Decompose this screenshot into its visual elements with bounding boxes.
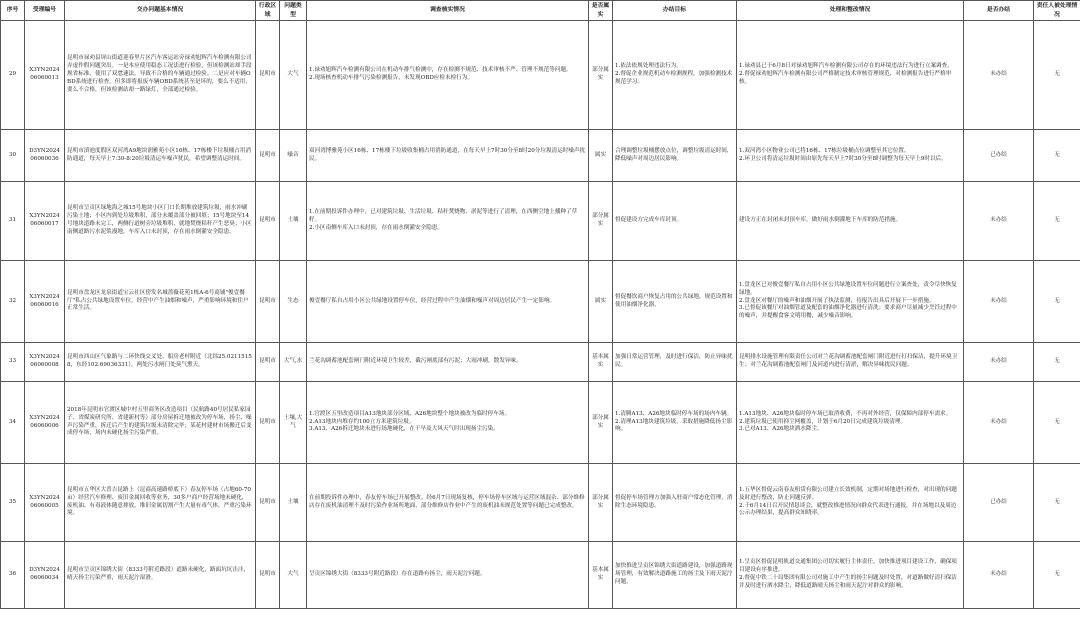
cell-code: X3YN2024 06060006 bbox=[25, 382, 65, 464]
table-row bbox=[1, 343, 1080, 382]
cell-district: 昆明市 bbox=[256, 21, 280, 130]
cell-seq: 33 bbox=[1, 343, 25, 382]
cell-type: 土壤 bbox=[280, 182, 307, 261]
cell-code: X3YN2024 06060016 bbox=[25, 261, 65, 343]
header-issue: 交办问题基本情况 bbox=[65, 1, 256, 21]
cell-accountability: 无 bbox=[1034, 542, 1080, 609]
cell-type: 大气 bbox=[280, 21, 307, 130]
cell-seq: 29 bbox=[1, 21, 25, 130]
cell-verified: 部分属实 bbox=[589, 182, 613, 261]
header-row bbox=[1, 1, 1080, 21]
header-type: 问题类型 bbox=[280, 1, 307, 21]
cell-investigation: 1.禄劝旭辉汽车检测有限公司在机动车排气检测中，存在检测不规范、技术审核不严、管理不规范等问题。 2.现场核查机动车排气污染检测报告，未发现OBD应检未检行为。 bbox=[307, 21, 589, 130]
cell-closed: 未办结 bbox=[964, 343, 1034, 382]
cell-seq: 36 bbox=[1, 542, 25, 609]
cell-closed: 未办结 bbox=[964, 542, 1034, 609]
cell-district: 昆明市 bbox=[256, 261, 280, 343]
cell-seq: 31 bbox=[1, 182, 25, 261]
cell-goal: 1.清腾A13、A26地块临时停车场的场内车辆。 2.清理A13地块建筑垃圾，采取措施降低扬尘影响。 bbox=[613, 382, 737, 464]
cell-issue: 昆明市滇池度假区双河湾A9地块润雅苑小区16栋、17栋楼下垃圾桶占用消防通道，每天早上7:30-8:20垃圾清运车噪声扰民，希望调整清运时间。 bbox=[65, 130, 256, 182]
cell-closed: 未办结 bbox=[964, 261, 1034, 343]
cell-goal: 1.依法依规处理违法行为。 2.督促企业规范机动车检测规程，加强检测技术规范学习。 bbox=[613, 21, 737, 130]
cell-goal: 督促餐饮商户恢复占用的公共绿地，规范设置和使用油烟净化器。 bbox=[613, 261, 737, 343]
cell-verified: 属实 bbox=[589, 130, 613, 182]
header-code: 受理编号 bbox=[25, 1, 65, 21]
table-row bbox=[1, 464, 1080, 542]
cell-issue: 昆明市禄劝县屏山街道迎春里片区汽车客运站旁禄劝旭辉汽车检测有限公司弄虚作假问题突出。一是本应使用稳态工况法进行检验，但该检测站却手段规省标准，使用了双怠速法，导致不合格的车辆通过检验。二是应对车辆OBD系统进行检查，但多即将报废车辆OBD系统甚至是坏的，要么不适用，要么不合格，但该检测站却一路绿灯，全部通过检验。 bbox=[65, 21, 256, 130]
cell-district: 昆明市 bbox=[256, 343, 280, 382]
cell-rectification: 昆明排水设施管理有限责任公司对兰花沟调蓄池配套闸门附近进行打扫保洁，提升环境卫生；对兰花沟调蓄池配套闸门及河道内进行清淤，解决异味扰民问题。 bbox=[737, 343, 964, 382]
cell-code: D3YN2024 06060036 bbox=[25, 130, 65, 182]
cell-type: 土壤,大气 bbox=[280, 382, 307, 464]
cell-district: 昆明市 bbox=[256, 542, 280, 609]
cell-investigation: 1.在前期投诉件办理中，已对建筑垃圾、生活垃圾、秸秆焚烧物、淤泥等进行了清理，在西侧空地上播种了草籽。 2.小区南侧车库入口未封顶，存在雨水倒灌安全隐患。 bbox=[307, 182, 589, 261]
cell-rectification: 1.盘龙区已对俊壹餐厅私自占用小区公共绿地设置车位问题进行立案查处，责令尽快恢复绿地。 2.盘龙区对餐厅的噪声和油烟开展了执法监测，待报告出具后开展下一步措施。 3.已督促该餐厅对油烟管道及配套的油烟净化器进行清洗；要求商户尽量减少烹饪过程中的噪声，并提醒食客文明用餐，减少噪音影响。 bbox=[737, 261, 964, 343]
cell-goal: 督促建设方完成车库封顶。 bbox=[613, 182, 737, 261]
cell-accountability: 无 bbox=[1034, 130, 1080, 182]
cell-investigation: 俊壹餐厅私自占用小区公共绿地设置停车位，经营过程中产生油烟和噪声对周边居民产生一定影响。 bbox=[307, 261, 589, 343]
cell-type: 噪音 bbox=[280, 130, 307, 182]
cell-verified: 基本属实 bbox=[589, 343, 613, 382]
cell-investigation: 在前期投诉件办理中，春友停车场已开展整改。经6月7日现场复核，停车场停车区域与运营区域混杂、部分维修店存在废机油清理不及时污染作业场所地面、部分维修店作业中产生的废机油未规范处置等问题已完成整改。 bbox=[307, 464, 589, 542]
cell-verified: 部分属实 bbox=[589, 382, 613, 464]
cell-seq: 32 bbox=[1, 261, 25, 343]
cell-type: 大气,水 bbox=[280, 343, 307, 382]
cell-verified: 基本属实 bbox=[589, 542, 613, 609]
table-row bbox=[1, 261, 1080, 343]
cell-accountability: 无 bbox=[1034, 182, 1080, 261]
cell-issue: 昆明市呈贡区绿地海之城15号地块小区门口长期堆放建筑垃圾，雨水冲刷污染土地；小区内到处垃圾堆积，部分未覆盖部分被回填；15号地块至14号地块道路未完工，两侧行道树旁垃圾堆积，就地焚烧秸秆产生恶臭；小区南侧道路污水泥浆漫地，车库入口未封顶，存在雨水倒灌安全隐患。 bbox=[65, 182, 256, 261]
cell-code: X3YN2024 06060017 bbox=[25, 182, 65, 261]
cell-district: 昆明市 bbox=[256, 182, 280, 261]
cell-investigation: 双河湾博雅苑小区16栋、17栋楼下垃圾收集桶占用消防通道，在每天早上7时30分至8时20分垃圾清运时噪声扰民。 bbox=[307, 130, 589, 182]
cell-seq: 34 bbox=[1, 382, 25, 464]
cell-issue: 昆明市五华区大普吉昆路上（昆商高速路桥底下）春友停车场（占地60-70亩）经营汽车修理、废旧金属回收等业务，30多户商户经营场地未硬化，废机油、有毒液体随意排放，堆旧金属切割产生大量有毒气体，严重污染环境。 bbox=[65, 464, 256, 542]
cell-type: 土壤 bbox=[280, 464, 307, 542]
cell-goal: 督促停车场管理方加强入驻商户常态化管理，消除生态环境隐患。 bbox=[613, 464, 737, 542]
cell-investigation: 1.官渡区五里改造项目A13地块部分区域、A26地块整个地块被改为临时停车场。 2.A13地块内堆存约100立方米建筑垃圾。 3.A13、A26拆迁地块未进行场地硬化，在干旱及大风天气时出现扬尘污染。 bbox=[307, 382, 589, 464]
header-goal: 办结目标 bbox=[613, 1, 737, 21]
cell-goal: 加强日常运营管理，及时进行保洁，防止异味扰民。 bbox=[613, 343, 737, 382]
cell-rectification: 1.五华区督促云南春友租赁有限公司建立长效机制，定期对场地进行检查，对出现的问题及时进行整改，防止问题反弹。 2.于6月14日召开民情恳谈会，就整改推进情况向群众代表进行通报，并在场地以及周边公示办理结果，提高群众知晓率。 bbox=[737, 464, 964, 542]
cell-accountability: 无 bbox=[1034, 382, 1080, 464]
cell-accountability: 无 bbox=[1034, 464, 1080, 542]
cell-closed: 已办结 bbox=[964, 130, 1034, 182]
cell-accountability: 无 bbox=[1034, 21, 1080, 130]
cell-issue: 昆明市呈贡区锦绣大街（8333号附近路段）道路未硬化，路面坑坑洼洼，晴天扬尘污染严重，雨天泥泞湿滑。 bbox=[65, 542, 256, 609]
table-row bbox=[1, 21, 1080, 130]
cell-verified: 部分属实 bbox=[589, 21, 613, 130]
cell-closed: 未办结 bbox=[964, 182, 1034, 261]
cell-rectification: 1.A13地块、A26地块临时停车场已取消收费，不再对外经营，仅保障内部停车需求。 2.建筑垃圾已使用抑尘网覆盖，计划于6月20日完成建筑垃圾清理。 3.已对A13、A26地块洒水降尘。 bbox=[737, 382, 964, 464]
cell-district: 昆明市 bbox=[256, 382, 280, 464]
cell-issue: 昆明市西山区气象路与二环快线交叉处、船房老村附近（北纬25.02115158，东经102.69036331），两处污水闸门处臭气熏天。 bbox=[65, 343, 256, 382]
header-accountability: 责任人被处理情况 bbox=[1034, 1, 1080, 21]
cell-code: X3YN2024 06060008 bbox=[25, 343, 65, 382]
header-closed: 是否办结 bbox=[964, 1, 1034, 21]
cell-issue: 2018年昆明市官渡区城中村五里商务区改造项目（民航路40号居民私家园子、省煤炭研究所、省建新村等）部分房屋拆迁地被改为停车场，扬尘、噪声污染严重，拆迁后产生的建筑垃圾未清除完毕；某花村建材市场搬迁后变成停车场，场内未硬化扬尘污染严重。 bbox=[65, 382, 256, 464]
header-verified: 是否属实 bbox=[589, 1, 613, 21]
cell-district: 昆明市 bbox=[256, 130, 280, 182]
header-seq: 序号 bbox=[1, 1, 25, 21]
cell-verified: 属实 bbox=[589, 261, 613, 343]
cell-seq: 30 bbox=[1, 130, 25, 182]
cell-closed: 已办结 bbox=[964, 464, 1034, 542]
cell-accountability: 无 bbox=[1034, 261, 1080, 343]
cell-verified: 部分属实 bbox=[589, 464, 613, 542]
cell-rectification: 1.禄劝县已于6月8日对禄劝旭辉汽车检测有限公司存在的环境违法行为进行立案调查。 2.督促禄劝旭辉汽车检测有限公司严格制定技术审核管理规范，对检测报告进行严格审核。 bbox=[737, 21, 964, 130]
cell-code: D3YN2024 06060034 bbox=[25, 542, 65, 609]
cell-goal: 加快推进呈贡区锦绣大街道路建设，加强道路现场管理，有效解决道路施工的扬尘及下雨天泥泞问题。 bbox=[613, 542, 737, 609]
table-row bbox=[1, 382, 1080, 464]
table-row bbox=[1, 542, 1080, 609]
table-row bbox=[1, 130, 1080, 182]
table-row bbox=[1, 182, 1080, 261]
cell-seq: 35 bbox=[1, 464, 25, 542]
cell-district: 昆明市 bbox=[256, 464, 280, 542]
cell-investigation: 呈贡区锦绣大街（8333号附近路段）存在道路有扬尘，雨天泥泞问题。 bbox=[307, 542, 589, 609]
cell-issue: 昆明市盘龙区龙泉街道宝云社区傍发名城蔷薇花苑1栋A-6号商铺"俊壹餐厅"私占公共绿地设置车位，经营中产生油烟和噪声，严重影响环境和住户正常生活。 bbox=[65, 261, 256, 343]
cell-rectification: 1.呈贡区督促昆明轨道交通集团公司切实履行主体责任，加快推进项目建设工作，确保项目建设有序推进。 2.督促中铁二十局集团有限公司对施工中产生的扬尘问题及时处置，对道路做好清扫保洁并及时进行洒水降尘，降低道路晴天扬尘和雨天泥泞对群众的影响。 bbox=[737, 542, 964, 609]
cell-goal: 合理调整垃圾桶摆放点位，调整垃圾清运时间，降低噪声对周边居民影响。 bbox=[613, 130, 737, 182]
cell-accountability: 无 bbox=[1034, 343, 1080, 382]
header-rectification: 处理和整改情况 bbox=[737, 1, 964, 21]
cell-closed: 未办结 bbox=[964, 382, 1034, 464]
cell-investigation: 兰花沟调蓄池配套闸门附近环境卫生较差，截污闸底部有污泥；大雨冲刷，散发异味。 bbox=[307, 343, 589, 382]
header-investigation: 调查核实情况 bbox=[307, 1, 589, 21]
cell-closed: 未办结 bbox=[964, 21, 1034, 130]
cell-rectification: 1.双河湾小区物业公司已将16栋、17栋垃圾桶点位调整至其它位置。 2.环卫公司将清运垃圾时间由原先每天早上7时30分至8时调整为每天早上9时以后。 bbox=[737, 130, 964, 182]
cell-type: 生态 bbox=[280, 261, 307, 343]
cell-code: X3YN2024 06060005 bbox=[25, 464, 65, 542]
cell-type: 大气 bbox=[280, 542, 307, 609]
cell-rectification: 建设方正在封闭未封顶车库，做好雨水倒灌地下车库的防范措施。 bbox=[737, 182, 964, 261]
header-district: 行政区域 bbox=[256, 1, 280, 21]
cell-code: X3YN2024 06060013 bbox=[25, 21, 65, 130]
